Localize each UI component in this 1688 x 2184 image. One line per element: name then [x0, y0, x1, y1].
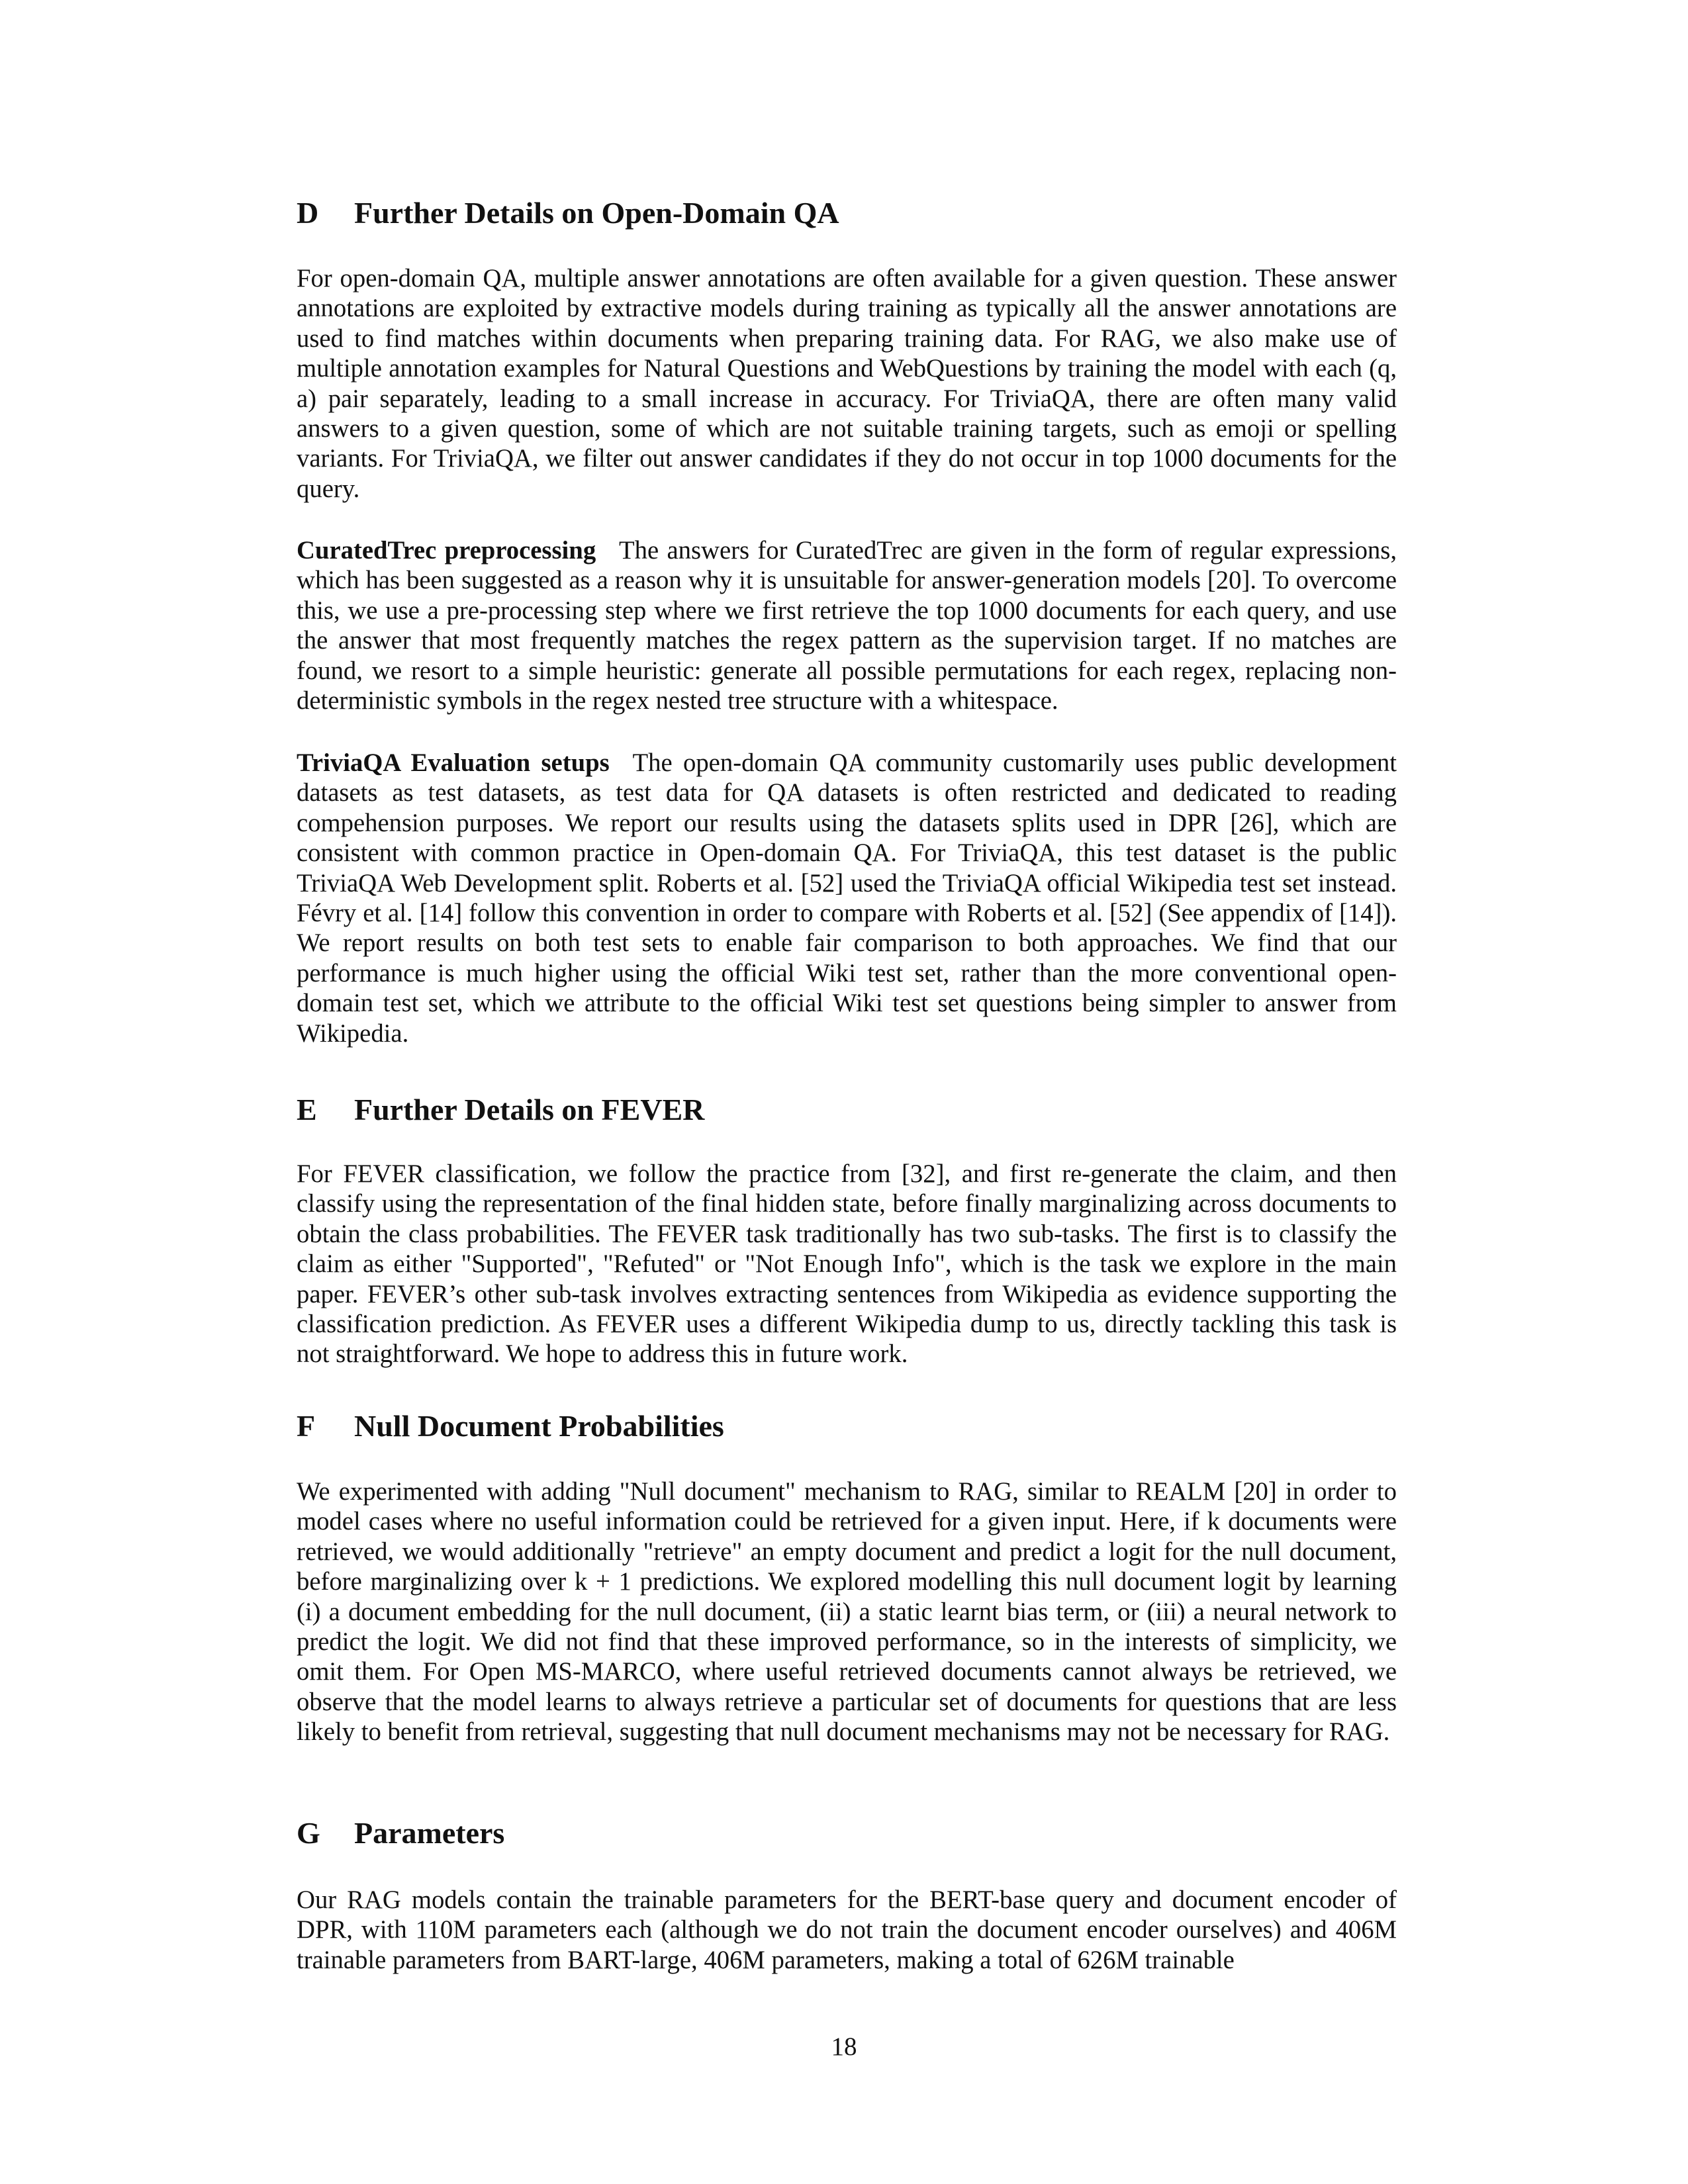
paragraph-run-in-heading: TriviaQA Evaluation setups — [297, 749, 610, 777]
section-heading-f — [297, 1410, 1397, 1443]
section-number: F — [297, 1409, 316, 1443]
paragraph-text: For FEVER classification, we follow the practice from [32], and first re-generate the claim, and then classify using the representation of the final hidden state, before finally marginalizing across documents to obtain the class probabilities. The FEVER task traditionally has two sub-tasks. The first is to classify the claim as either "Supported", "Refuted" or "Not Enough Info", which is the task we explore in the main paper. FEVER’s other sub-task involves extracting sentences from Wikipedia as evidence supporting the classification prediction. As FEVER uses a different Wikipedia dump to us, directly tackling this task is not straightforward. We hope to address this in future work. — [297, 1160, 1397, 1369]
section-title: Parameters — [354, 1816, 505, 1850]
section-number: E — [297, 1093, 317, 1126]
section-number: D — [297, 196, 319, 230]
paragraph-text: We experimented with adding "Null document" mechanism to RAG, similar to REALM [20] in order to model cases where no useful information could be retrieved for a given input. Here, if k documents were retrieved, we would additionally "retrieve" an empty document and predict a logit for the null document, before marginalizing over k + 1 predictions. We explored modelling this null document logit by learning (i) a document embedding for the null document, (ii) a static learnt bias term, or (iii) a neural network to predict the logit. We did not find that these improved performance, so in the interests of simplicity, we omit them. For Open MS-MARCO, where useful retrieved documents cannot always be retrieved, we observe that the model learns to always retrieve a particular set of documents for questions that are less likely to benefit from retrieval, suggesting that null document mechanisms may not be necessary for RAG. — [297, 1478, 1397, 1747]
page-number: 18 — [831, 2032, 857, 2061]
paragraph-parameters — [297, 1886, 1397, 1976]
paragraph-text: The open-domain QA community customarily uses public development datasets as test datasets, as test data for QA datasets is often restricted and dedicated to reading compehension purposes. We report our results using the datasets splits used in DPR [26], which are consistent with common practice in Open-domain QA. For TriviaQA, this test dataset is the public TriviaQA Web Development split. Roberts et al. [52] used the TriviaQA official Wikipedia test set instead. Févry et al. [14] follow this convention in order to compare with Roberts et al. [52] (See appendix of [14]). We report results on both test sets to enable fair comparison to both approaches. We find that our performance is much higher using the official Wiki test set, rather than the more conventional open-domain test set, which we attribute to the official Wiki test set questions being simpler to answer from Wikipedia. — [297, 749, 1397, 1048]
paragraph-text: The answers for CuratedTrec are given in the form of regular expressions, which has been suggested as a reason why it is unsuitable for answer-generation models [20]. To overcome this, we use a pre-processing step where we first retrieve the top 1000 documents for each query, and use the answer that most frequently matches the regex pattern as the supervision target. If no matches are found, we resort to a simple heuristic: generate all possible permutations for each regex, replacing non-deterministic symbols in the regex nested tree structure with a whitespace. — [297, 537, 1397, 715]
section-heading-e — [297, 1093, 1397, 1127]
paragraph-text: Our RAG models contain the trainable parameters for the BERT-base query and document encoder of DPR, with 110M parameters each (although we do not train the document encoder ourselves) and 406M trainable parameters from BART-large, 406M parameters, making a total of 626M trainable — [297, 1886, 1397, 1974]
section-heading-g — [297, 1817, 1397, 1850]
paragraph-triviaqa-eval — [297, 749, 1397, 1049]
paragraph-null-document — [297, 1477, 1397, 1748]
paragraph-open-domain-qa — [297, 264, 1397, 504]
section-number: G — [297, 1816, 320, 1850]
section-heading-d — [297, 197, 1397, 230]
paragraph-curatedtrec — [297, 536, 1397, 716]
paragraph-text: For open-domain QA, multiple answer annotations are often available for a given question. These answer annotations are exploited by extractive models during training as typically all the answer annotations are used to find matches within documents when preparing training data. For RAG, we also make use of multiple annotation examples for Natural Questions and WebQuestions by training the model with each (q, a) pair separately, leading to a small increase in accuracy. For TriviaQA, there are often many valid answers to a given question, some of which are not suitable training targets, such as emoji or spelling variants. For TriviaQA, we filter out answer candidates if they do not occur in top 1000 documents for the query. — [297, 265, 1397, 503]
paragraph-run-in-heading: CuratedTrec preprocessing — [297, 537, 596, 565]
section-title: Null Document Probabilities — [354, 1409, 724, 1443]
section-title: Further Details on FEVER — [354, 1093, 705, 1126]
section-title: Further Details on Open-Domain QA — [354, 196, 839, 230]
paragraph-fever — [297, 1160, 1397, 1370]
